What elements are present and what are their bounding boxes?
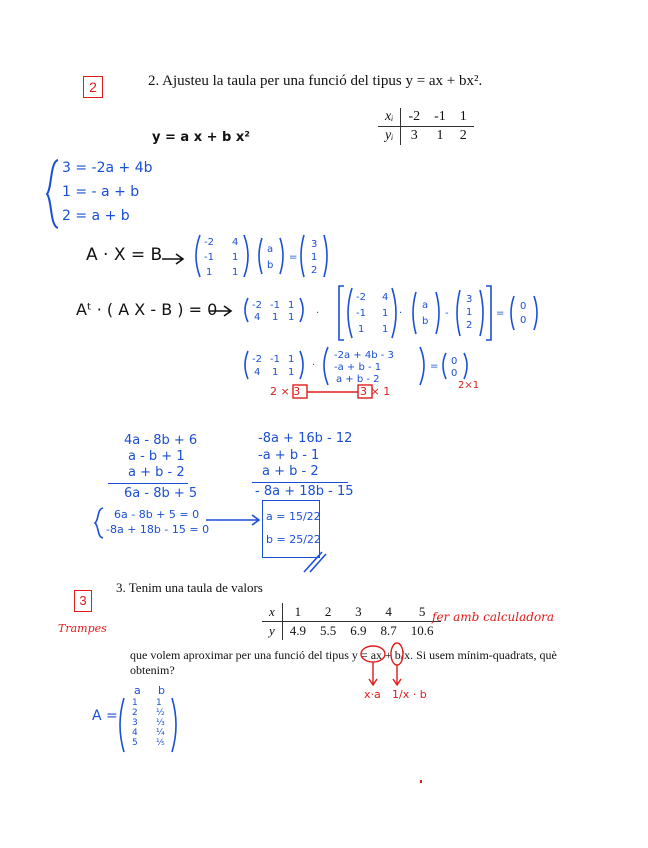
term-note-xa: x·a <box>364 688 381 701</box>
dims-right-label: 3 × 1 <box>360 385 391 398</box>
matrix-cell: 5 <box>132 738 138 748</box>
final-system-eq-2: -8a + 18b - 15 = 0 <box>106 523 210 536</box>
problem3-table <box>262 603 441 640</box>
problem3-number-box: 3 <box>74 590 92 612</box>
normal-equation: Aᵗ · ( A X - B ) = 0 <box>76 300 218 319</box>
svg-text:·: · <box>316 308 320 319</box>
normal-equation-matrices <box>240 282 550 344</box>
svg-text:-1: -1 <box>204 252 214 263</box>
svg-text:1: 1 <box>272 367 279 378</box>
svg-text:1: 1 <box>232 267 239 278</box>
final-system-brace <box>92 506 106 540</box>
svg-text:0: 0 <box>451 356 458 367</box>
svg-text:a + b - 2: a + b - 2 <box>336 374 380 385</box>
problem2-table <box>378 108 474 145</box>
svg-text:3: 3 <box>311 239 318 250</box>
matrix-cell: 4 <box>132 728 138 738</box>
table-row-label: xᵢ <box>378 108 401 127</box>
table-cell: 3 <box>410 128 418 143</box>
table-cell: 5 <box>404 603 441 622</box>
matrix-header-b: b <box>158 684 165 697</box>
table-cell: 2 <box>459 128 467 143</box>
svg-text:3: 3 <box>466 294 473 305</box>
dims-left-label: 2 × 3 <box>270 385 301 398</box>
table-cell: -1 <box>427 108 453 127</box>
dims-result-label: 2×1 <box>458 380 480 391</box>
matrix-system-handwritten <box>192 232 352 280</box>
svg-text:1: 1 <box>466 307 473 318</box>
table-cell: 4 <box>374 603 404 622</box>
svg-text:-a + b - 1: -a + b - 1 <box>334 362 382 373</box>
svg-text:1: 1 <box>311 252 318 263</box>
svg-text:2: 2 <box>466 320 473 331</box>
svg-text:=: = <box>430 361 439 372</box>
matrix-cell: 1 <box>156 698 162 708</box>
problem3-side-note: Trampes <box>58 622 107 635</box>
svg-text:b: b <box>267 260 274 271</box>
table-cell: 3 <box>343 603 373 622</box>
table-row-label: x <box>262 603 282 622</box>
table-row-label: yᵢ <box>378 127 401 146</box>
matrix-cell: ⅓ <box>156 718 165 728</box>
svg-text:4: 4 <box>232 237 239 248</box>
table-cell: -2 <box>401 108 427 127</box>
svg-text:-: - <box>445 308 449 319</box>
col1-line: a - b + 1 <box>128 449 185 464</box>
svg-text:-2a + 4b - 3: -2a + 4b - 3 <box>334 350 394 361</box>
ax-equals-b: A · X = B <box>86 245 163 265</box>
svg-text:-1: -1 <box>270 300 280 311</box>
table-cell: 2 <box>313 603 343 622</box>
svg-text:0: 0 <box>520 315 527 326</box>
svg-text:1: 1 <box>288 367 295 378</box>
svg-text:1: 1 <box>272 312 279 323</box>
svg-text:·: · <box>312 360 316 371</box>
col2-line: -a + b - 1 <box>258 448 320 463</box>
stray-red-mark <box>420 780 422 783</box>
svg-text:a: a <box>422 300 429 311</box>
table-cell: 1 <box>282 603 313 622</box>
col2-line: -8a + 16b - 12 <box>258 431 353 446</box>
svg-text:-1: -1 <box>270 354 280 365</box>
matrix-cell: ½ <box>156 708 165 718</box>
col2-sum: - 8a + 18b - 15 <box>255 484 354 499</box>
design-matrix-brackets <box>116 696 180 754</box>
col1-sum: 6a - 8b + 5 <box>124 486 198 501</box>
svg-text:1: 1 <box>288 354 295 365</box>
col2-line: a + b - 2 <box>262 464 319 479</box>
arrow-right-icon <box>208 304 234 318</box>
col1-line: a + b - 2 <box>128 465 185 480</box>
svg-text:-2: -2 <box>252 300 262 311</box>
matrix-col-b <box>156 698 165 748</box>
svg-text:=: = <box>289 252 298 263</box>
svg-text:4: 4 <box>254 367 261 378</box>
solution-b: b = 25/22 <box>266 533 321 546</box>
solution-a: a = 15/22 <box>266 510 321 523</box>
matrix-cell: 3 <box>132 718 138 728</box>
matrix-cell: ⅕ <box>156 738 165 748</box>
calculator-note: fer amb calculadora <box>432 610 555 624</box>
svg-text:·: · <box>399 308 403 319</box>
svg-text:1: 1 <box>232 252 239 263</box>
problem3-statement: 3. Tenim una taula de valors <box>116 580 263 595</box>
problem3-question-line-2: obtenim? <box>130 663 175 677</box>
arrow-right-icon <box>160 252 186 266</box>
final-system-eq-1: 6a - 8b + 5 = 0 <box>114 508 200 521</box>
matrix-cell: 1 <box>132 698 138 708</box>
col1-line: 4a - 8b + 6 <box>124 433 198 448</box>
matrix-label: A = <box>92 708 118 724</box>
svg-text:1: 1 <box>382 308 389 319</box>
svg-text:-1: -1 <box>356 308 366 319</box>
table-cell: 1 <box>436 128 444 143</box>
system-eq-3: 2 = a + b <box>62 208 130 224</box>
model-equation: y = a x + b x² <box>152 130 250 145</box>
matrix-cell: ¼ <box>156 728 165 738</box>
col2-sum-rule <box>252 482 348 483</box>
table-cell: 1 <box>453 108 474 127</box>
svg-text:1: 1 <box>382 324 389 335</box>
svg-text:b: b <box>422 316 429 327</box>
svg-text:=: = <box>496 308 505 319</box>
col1-sum-rule <box>108 483 188 484</box>
system-brace <box>44 158 64 230</box>
matrix-cell: 2 <box>132 708 138 718</box>
problem2-number-box: 2 <box>83 76 103 98</box>
svg-text:a: a <box>267 244 274 255</box>
table-cell: 6.9 <box>350 623 367 638</box>
system-eq-2: 1 = - a + b <box>62 184 140 200</box>
matrix-col-a <box>132 698 138 748</box>
svg-text:0: 0 <box>520 301 527 312</box>
done-slash-icon <box>300 550 328 574</box>
svg-text:1: 1 <box>358 324 365 335</box>
arrow-right-icon <box>204 513 262 527</box>
problem2-statement: 2. Ajusteu la taula per una funció del tipus y = ax + bx². <box>148 73 483 89</box>
svg-text:1: 1 <box>206 267 213 278</box>
svg-text:1: 1 <box>288 300 295 311</box>
svg-text:4: 4 <box>254 312 261 323</box>
svg-text:1: 1 <box>288 312 295 323</box>
term-annotation-arrows <box>360 642 410 690</box>
svg-text:4: 4 <box>382 292 389 303</box>
system-eq-1: 3 = -2a + 4b <box>62 160 153 176</box>
table-cell: 10.6 <box>410 623 434 638</box>
table-cell: 4.9 <box>289 623 307 638</box>
svg-text:-2: -2 <box>204 237 214 248</box>
svg-text:-2: -2 <box>356 292 366 303</box>
problem3-question-line-1: que volem aproximar per una funció del tipus y = ax + b/x. Si usem mínim-quadrats, què <box>130 648 557 662</box>
svg-text:2: 2 <box>311 265 318 276</box>
table-cell: 5.5 <box>320 623 337 638</box>
term-note-b-over-x: 1/x · b <box>392 688 427 701</box>
svg-text:0: 0 <box>451 368 458 379</box>
matrix-header-a: a <box>134 684 141 697</box>
table-cell: 8.7 <box>380 623 397 638</box>
table-row-label: y <box>262 622 282 641</box>
svg-text:-2: -2 <box>252 354 262 365</box>
